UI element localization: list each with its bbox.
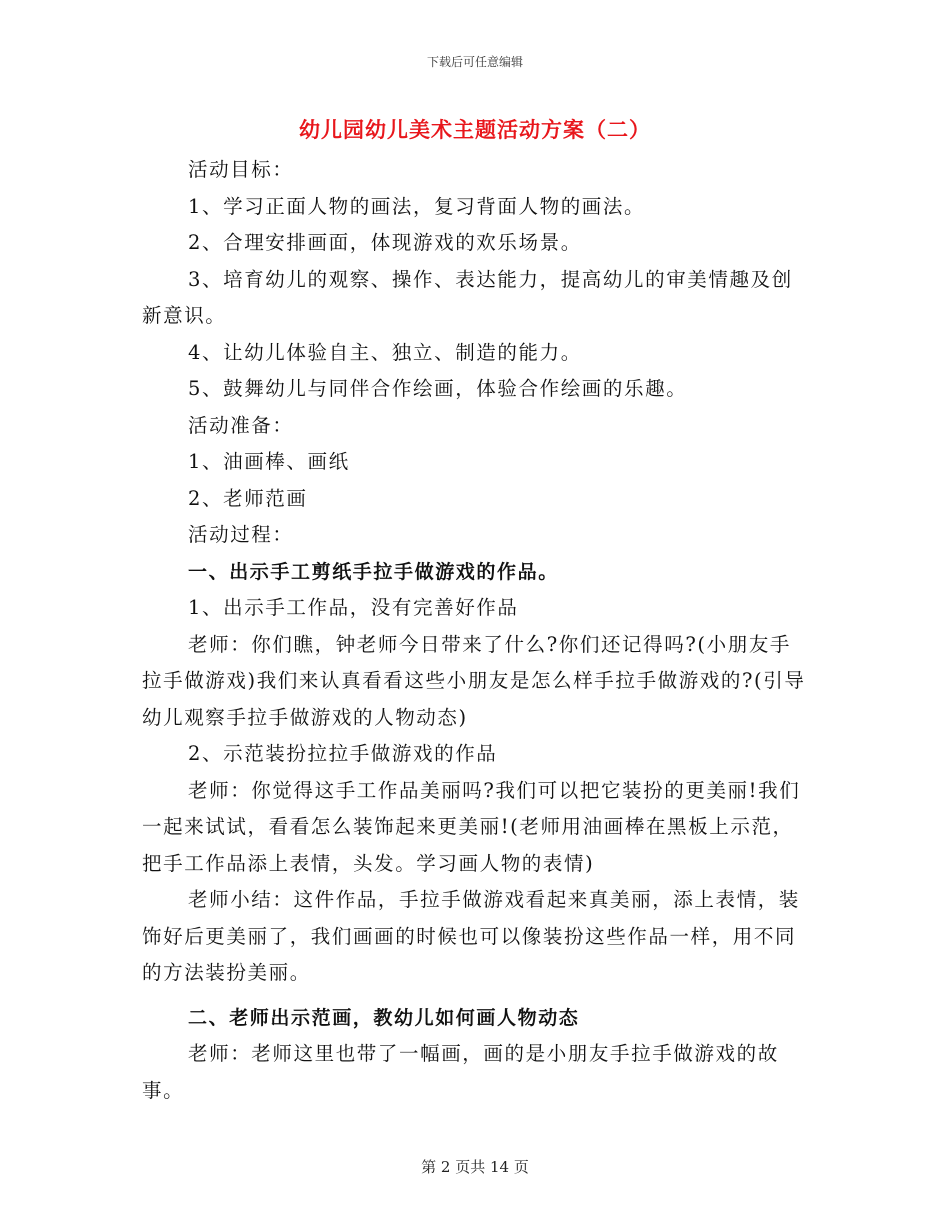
- paragraph-goal-5: 5、鼓舞幼儿与同伴合作绘画，体验合作绘画的乐趣。: [188, 377, 688, 400]
- paragraph-goal-2: 2、合理安排画面，体现游戏的欢乐场景。: [188, 231, 582, 254]
- paragraph-goals-heading: 活动目标：: [188, 158, 294, 181]
- paragraph-teacher-dialogue-3: 老师：老师这里也带了一幅画，画的是小朋友手拉手做游戏的故事。: [142, 1042, 779, 1102]
- paragraph-step-2: 2、示范装扮拉拉手做游戏的作品: [188, 742, 498, 765]
- document-body: [142, 152, 808, 1109]
- paragraph-teacher-summary: 老师小结：这件作品，手拉手做游戏看起来真美丽，添上表情，装饰好后更美丽了，我们画画的时候也可以像装扮这些作品一样，用不同的方法装扮美丽。: [142, 888, 800, 984]
- paragraph-teacher-dialogue-2: 老师：你觉得这手工作品美丽吗?我们可以把它装扮的更美丽!我们一起来试试，看看怎么装饰起来更美丽!(老师用油画棒在黑板上示范，把手工作品添上表情，头发。学习画人物的表情): [142, 778, 801, 875]
- section-heading-2: 二、老师出示范画，教幼儿如何画人物动态: [188, 1006, 580, 1029]
- page-number: 第 2 页共 14 页: [421, 1158, 529, 1176]
- paragraph-teacher-dialogue-1: 老师：你们瞧，钟老师今日带来了什么?你们还记得吗?(小朋友手拉手做游戏)我们来认真看看这些小朋友是怎么样手拉手做游戏的?(引导幼儿观察手拉手做游戏的人物动态): [142, 632, 806, 729]
- paragraph-process-heading: 活动过程：: [188, 523, 294, 546]
- page-header-note: 下载后可任意编辑: [426, 55, 523, 69]
- paragraph-goal-3: 3、培育幼儿的观察、操作、表达能力，提高幼儿的审美情趣及创新意识。: [142, 267, 793, 327]
- paragraph-step-1: 1、出示手工作品，没有完善好作品: [188, 596, 519, 619]
- document-title: 幼儿园幼儿美术主题活动方案（二）: [299, 117, 651, 142]
- paragraph-preparation-heading: 活动准备：: [188, 413, 294, 437]
- section-heading-1: 一、出示手工剪纸手拉手做游戏的作品。: [188, 560, 559, 583]
- paragraph-preparation-1: 1、油画棒、画纸: [188, 450, 350, 473]
- paragraph-preparation-2: 2、老师范画: [188, 486, 308, 510]
- paragraph-goal-4: 4、让幼儿体验自主、独立、制造的能力。: [188, 340, 582, 364]
- paragraph-goal-1: 1、学习正面人物的画法，复习背面人物的画法。: [188, 194, 646, 218]
